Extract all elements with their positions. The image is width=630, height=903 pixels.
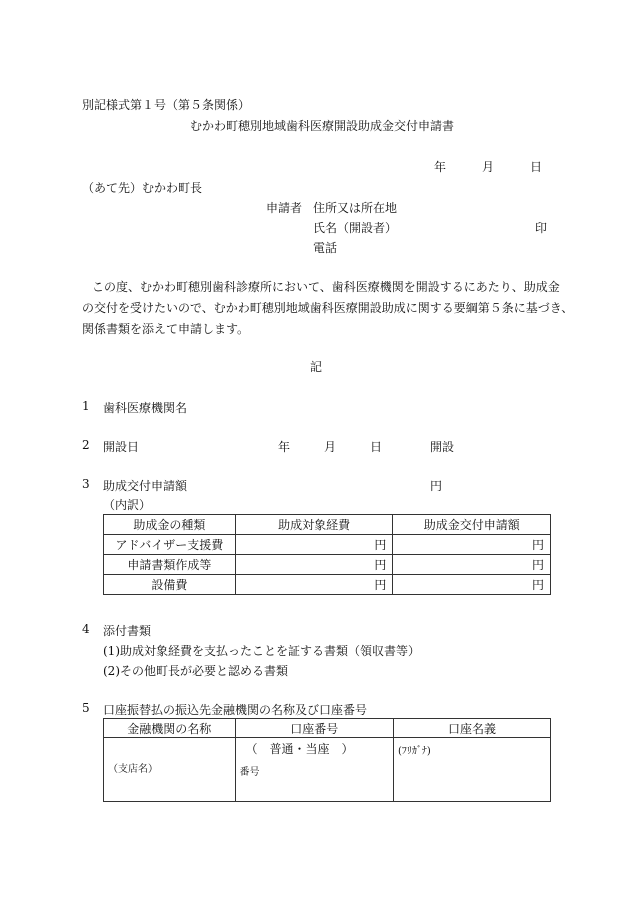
table-header: 助成金交付申請額 — [393, 515, 551, 535]
item3-number: 3 — [82, 477, 90, 491]
table-header: 助成金の種類 — [104, 515, 236, 535]
number-label: 番号 — [239, 767, 260, 778]
cost-cell: 円 — [235, 555, 393, 575]
table-row — [104, 738, 551, 802]
date-month: 月 — [482, 160, 495, 174]
subsidy-breakdown-table — [103, 514, 551, 595]
form-label: 別記様式第１号（第５条関係） — [82, 98, 251, 112]
furigana-label: (ﾌﾘｶﾞﾅ) — [397, 746, 431, 757]
item3-yen: 円 — [430, 479, 443, 493]
item1-number: 1 — [82, 399, 90, 413]
table-header: 口座名義 — [393, 719, 550, 738]
applicant-name-label: 氏名（開設者） — [313, 221, 398, 235]
body-line-1: この度、むかわ町穂別歯科診療所において、歯科医療機関を開設するにあたり、助成金 — [92, 280, 560, 294]
item1-label: 歯科医療機関名 — [103, 401, 188, 415]
item2-month: 月 — [324, 440, 337, 454]
table-row — [104, 535, 551, 555]
amount-cell: 円 — [393, 555, 551, 575]
applicant-label: 申請者 — [266, 201, 303, 215]
item3-breakdown: （内訳） — [103, 498, 152, 512]
table-header: 助成対象経費 — [235, 515, 393, 535]
amount-cell: 円 — [393, 535, 551, 555]
cost-cell: 円 — [235, 535, 393, 555]
item2-label: 開設日 — [103, 440, 140, 454]
item4-number: 4 — [82, 622, 90, 636]
table-header: 金融機関の名称 — [104, 719, 236, 738]
table-row — [104, 555, 551, 575]
bank-account-table — [103, 718, 551, 802]
amount-cell: 円 — [393, 575, 551, 595]
account-type: （ 普通・当座 ） — [245, 742, 354, 756]
branch-label: （支店名） — [108, 764, 158, 775]
date-year: 年 — [434, 160, 447, 174]
item5-number: 5 — [82, 701, 90, 715]
item2-year: 年 — [278, 440, 291, 454]
subsidy-type-cell: 申請書類作成等 — [104, 555, 236, 575]
subsidy-type-cell: アドバイザー支援費 — [104, 535, 236, 555]
document-title: むかわ町穂別地域歯科医療開設助成金交付申請書 — [190, 119, 455, 133]
item2-day: 日 — [370, 440, 383, 454]
body-line-2: の交付を受けたいので、むかわ町穂別地域歯科医療開設助成に関する要綱第５条に基づき、 — [82, 301, 574, 315]
body-line-3: 関係書類を添えて申請します。 — [82, 322, 250, 336]
account-holder-cell — [393, 738, 550, 802]
table-row — [104, 575, 551, 595]
table-header: 口座番号 — [235, 719, 393, 738]
subsidy-type-cell: 設備費 — [104, 575, 236, 595]
bank-name-cell — [104, 738, 236, 802]
item2-suffix: 開設 — [430, 440, 455, 454]
attachment-doc-2: (2)その他町長が必要と認める書類 — [103, 664, 288, 678]
item4-label: 添付書類 — [103, 624, 152, 638]
date-day: 日 — [530, 160, 543, 174]
applicant-phone-label: 電話 — [313, 241, 338, 255]
item2-number: 2 — [82, 438, 90, 452]
item3-label: 助成交付申請額 — [103, 479, 188, 493]
ki-heading: 記 — [310, 360, 323, 374]
account-number-cell — [235, 738, 393, 802]
item5-label: 口座振替払の振込先金融機関の名称及び口座番号 — [103, 703, 368, 717]
cost-cell: 円 — [235, 575, 393, 595]
applicant-address-label: 住所又は所在地 — [313, 201, 398, 215]
attachment-doc-1: (1)助成対象経費を支払ったことを証する書類（領収書等） — [103, 644, 421, 658]
addressee: （あて先）むかわ町長 — [82, 181, 203, 195]
seal-mark: 印 — [535, 221, 548, 235]
